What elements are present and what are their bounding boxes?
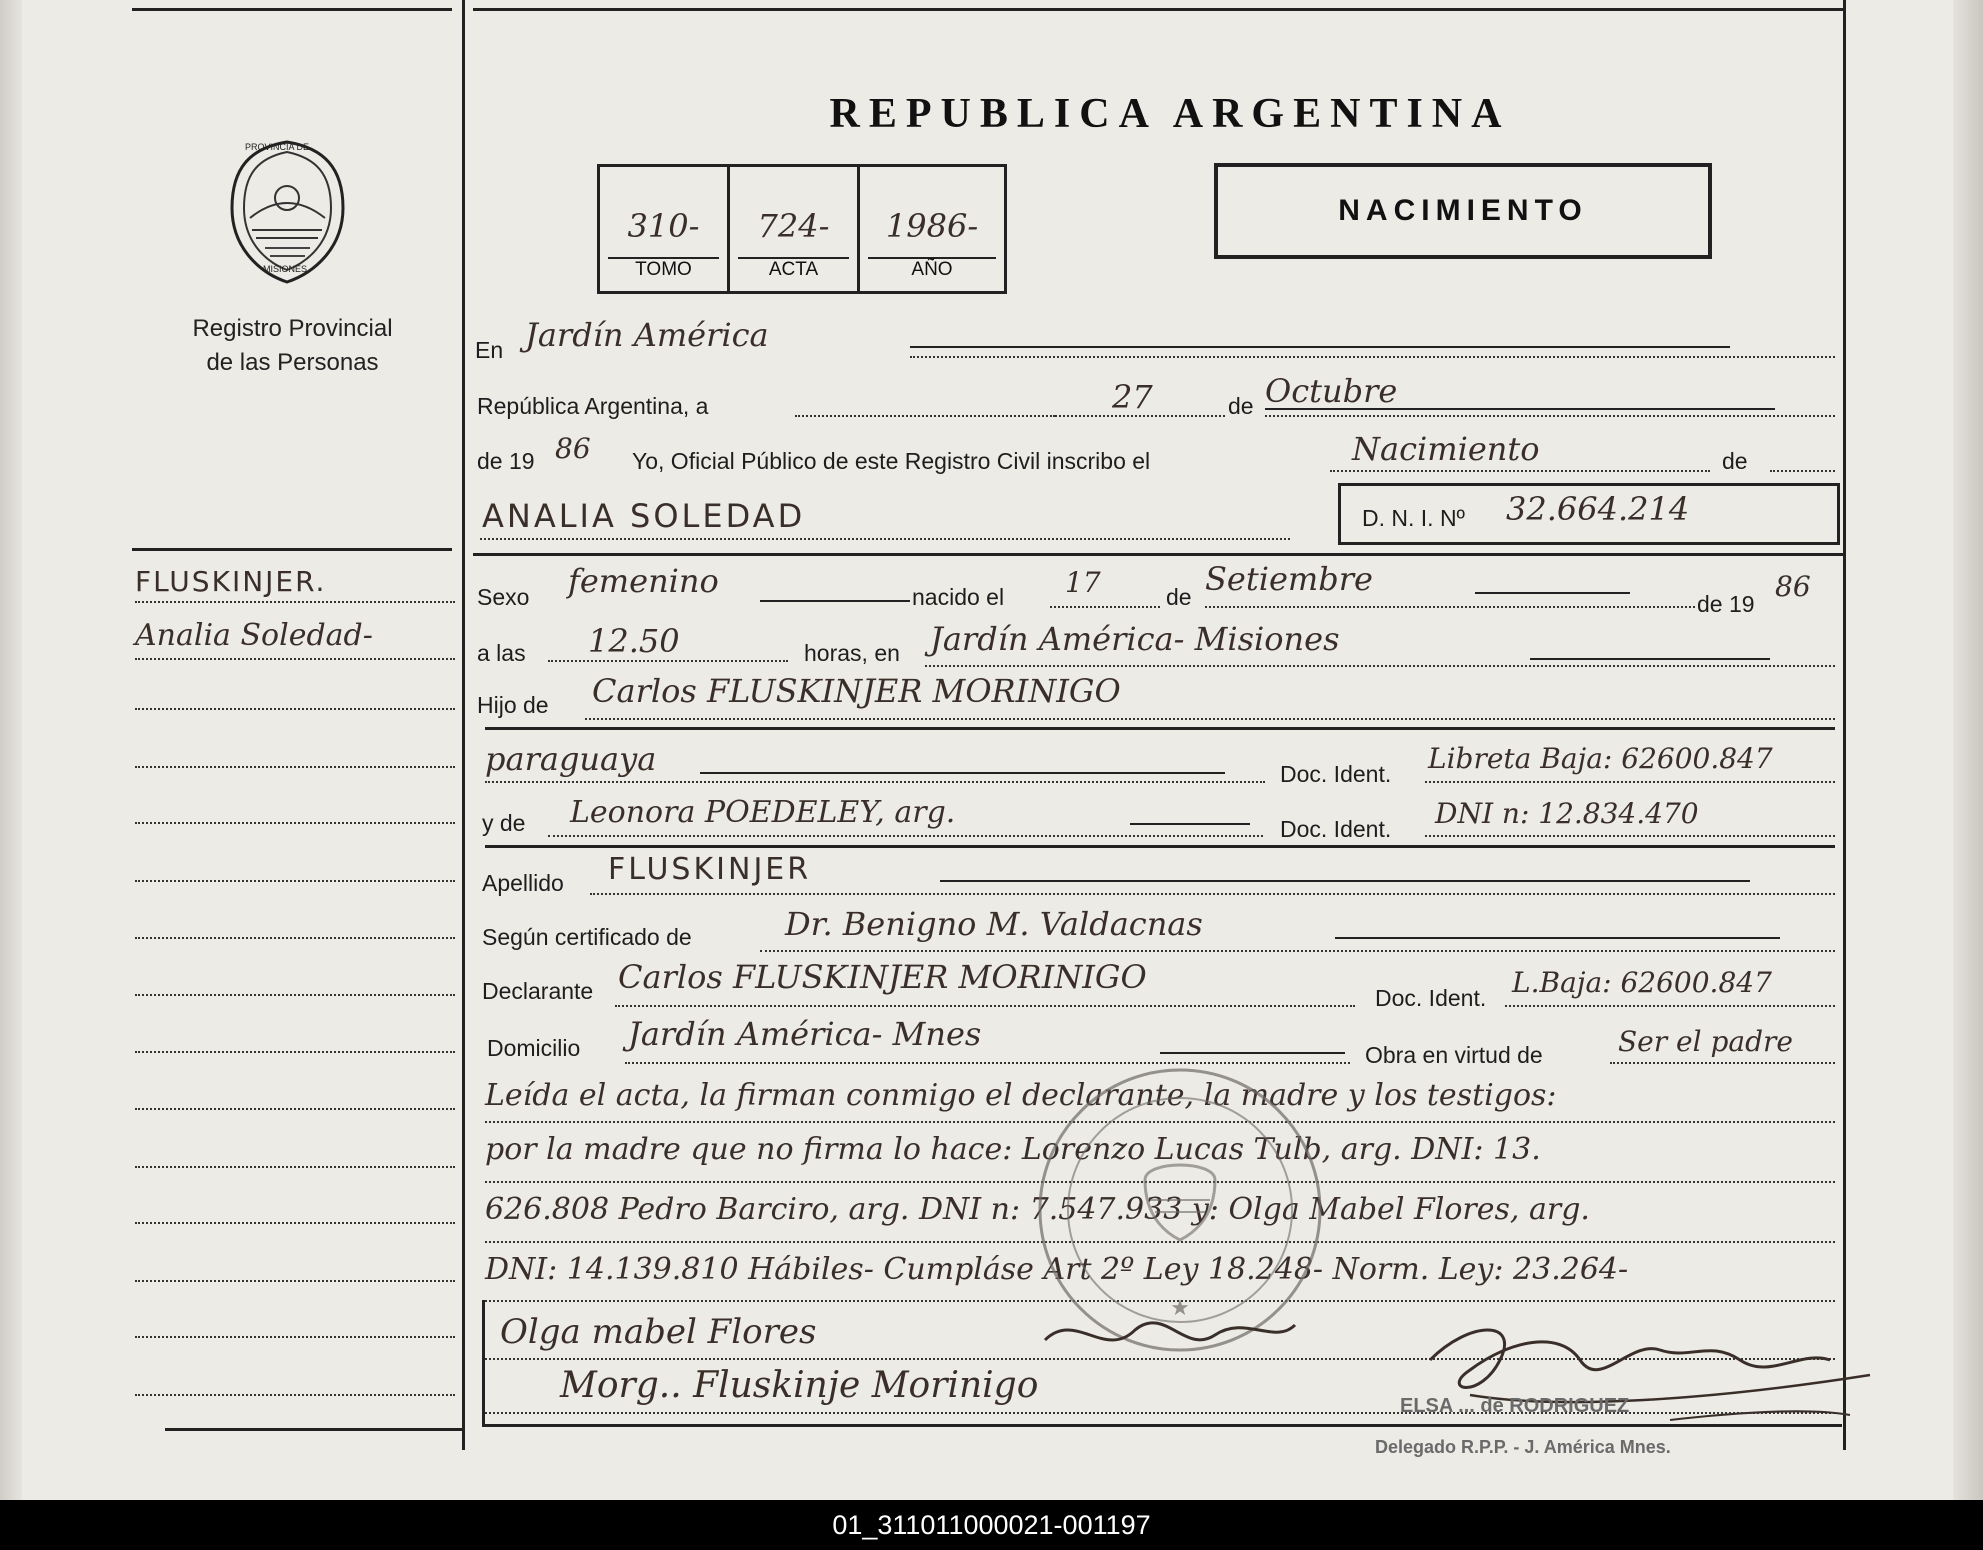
declarante-doc-value: L.Baja: 62600.847 (1512, 966, 1772, 999)
birth-month: Setiembre (1205, 560, 1373, 598)
record-number-box (597, 164, 1007, 294)
witness-flourish-icon (1035, 1300, 1305, 1370)
child-name: ANALIA SOLEDAD (482, 497, 806, 535)
officer-title: Delegado R.P.P. - J. América Mnes. (1375, 1437, 1671, 1457)
notes-line-2: por la madre que no firma lo hace: Lorenzo Lucas Tulb, arg. DNI: 13. (485, 1132, 1541, 1167)
nacido-label: nacido el (912, 584, 1005, 610)
birth-place: Jardín América- Misiones (930, 620, 1340, 658)
apellido-value: FLUSKINJER (608, 852, 812, 887)
year-value: 86 (555, 432, 591, 465)
en-value: Jardín América (525, 316, 769, 354)
tomo-label: TOMO (635, 259, 692, 280)
declarante-doc-label: Doc. Ident. (1375, 985, 1487, 1011)
apellido-label: Apellido (482, 870, 564, 896)
dni-value: 32.664.214 (1506, 490, 1690, 528)
hijo-label: Hijo de (477, 692, 549, 718)
year-prefix: de 19 (477, 448, 535, 474)
record-type-box: NACIMIENTO (1214, 163, 1712, 259)
birth-day: 17 (1065, 566, 1101, 599)
seal-top-text: PROVINCIA DE (245, 142, 310, 152)
birth-year-label: de 19 (1697, 591, 1755, 617)
top-rule-right (473, 8, 1843, 11)
de-suffix: de (1722, 448, 1748, 474)
top-rule-left (132, 8, 452, 11)
obra-value: Ser el padre (1618, 1025, 1793, 1058)
column-divider (462, 0, 465, 1450)
right-border (1843, 0, 1846, 1450)
date-de-label: de (1228, 393, 1254, 419)
tomo-cell (600, 167, 730, 291)
birth-de-label: de (1166, 584, 1192, 610)
witness-signature: Olga mabel Flores (500, 1312, 817, 1352)
republica-label: República Argentina, a (477, 393, 709, 419)
image-id-footer: 01_311011000021-001197 (0, 1500, 1983, 1550)
svg-text:★: ★ (1170, 1295, 1190, 1320)
sexo-value: femenino (568, 562, 719, 600)
main-separator (473, 553, 1843, 556)
registry-name (150, 312, 435, 380)
registry-line-1: Registro Provincial (192, 315, 393, 342)
margin-note-name: Analia Soledad- (135, 618, 373, 653)
page-edge-left (0, 0, 22, 1500)
declarant-signature: Morg.. Fluskinje Morinigo (560, 1365, 1039, 1406)
father-nationality: paraguaya (485, 740, 657, 778)
madre-label: y de (482, 810, 526, 836)
document-title: REPUBLICA ARGENTINA (829, 91, 1511, 137)
declarante-label: Declarante (482, 978, 594, 1004)
acta-cell (730, 167, 860, 291)
hora-value: 12.50 (588, 622, 680, 660)
anio-value: 1986- (885, 207, 979, 245)
acta-label: ACTA (768, 259, 819, 280)
dni-label: D. N. I. Nº (1362, 505, 1465, 531)
seal-bottom-text: MISIONES (263, 264, 308, 274)
declarante-value: Carlos FLUSKINJER MORINIGO (618, 958, 1147, 996)
birth-year: 86 (1775, 570, 1811, 603)
obra-label: Obra en virtud de (1365, 1042, 1543, 1068)
father-doc-label: Doc. Ident. (1280, 761, 1392, 787)
act-type-value: Nacimiento (1352, 430, 1540, 468)
father-doc-value: Libreta Baja: 62600.847 (1428, 742, 1773, 775)
margin-separator (132, 548, 452, 551)
officer-name: ELSA ... de RODRIGUEZ (1400, 1395, 1630, 1417)
page-edge-right (1953, 0, 1983, 1500)
notes-line-4: DNI: 14.139.810 Hábiles- Cumpláse Art 2º Ley 18.248- Norm. Ley: 23.264- (485, 1252, 1629, 1287)
margin-bottom-rule (165, 1428, 462, 1431)
date-month: Octubre (1265, 372, 1398, 410)
certificado-value: Dr. Benigno M. Valdacnas (785, 905, 1203, 943)
margin-note-surname: FLUSKINJER. (135, 565, 327, 598)
anio-label: AÑO (911, 259, 953, 280)
date-day: 27 (1112, 378, 1153, 416)
registry-line-2: de las Personas (206, 349, 379, 376)
anio-cell (860, 167, 1004, 291)
acta-value: 724- (757, 207, 830, 245)
sexo-label: Sexo (477, 584, 530, 610)
domicilio-label: Domicilio (487, 1035, 581, 1061)
mother-name: Leonora POEDELEY, arg. (570, 795, 956, 830)
domicilio-value: Jardín América- Mnes (628, 1015, 982, 1053)
mother-doc-label: Doc. Ident. (1280, 816, 1392, 842)
notes-line-1: Leída el acta, la firman conmigo el declarante, la madre y los testigos: (485, 1078, 1557, 1113)
mother-doc-value: DNI n: 12.834.470 (1435, 797, 1699, 830)
inscribo-text: Yo, Oficial Público de este Registro Civil inscribo el (632, 448, 1151, 474)
hora-label: a las (477, 640, 526, 666)
certificado-label: Según certificado de (482, 924, 692, 950)
tomo-value: 310- (627, 207, 700, 245)
notes-line-3: 626.808 Pedro Barciro, arg. DNI n: 7.547.933 y: Olga Mabel Flores, arg. (485, 1192, 1590, 1227)
horas-label: horas, en (804, 640, 900, 666)
father-name: Carlos FLUSKINJER MORINIGO (592, 672, 1121, 710)
en-label: En (475, 337, 504, 363)
